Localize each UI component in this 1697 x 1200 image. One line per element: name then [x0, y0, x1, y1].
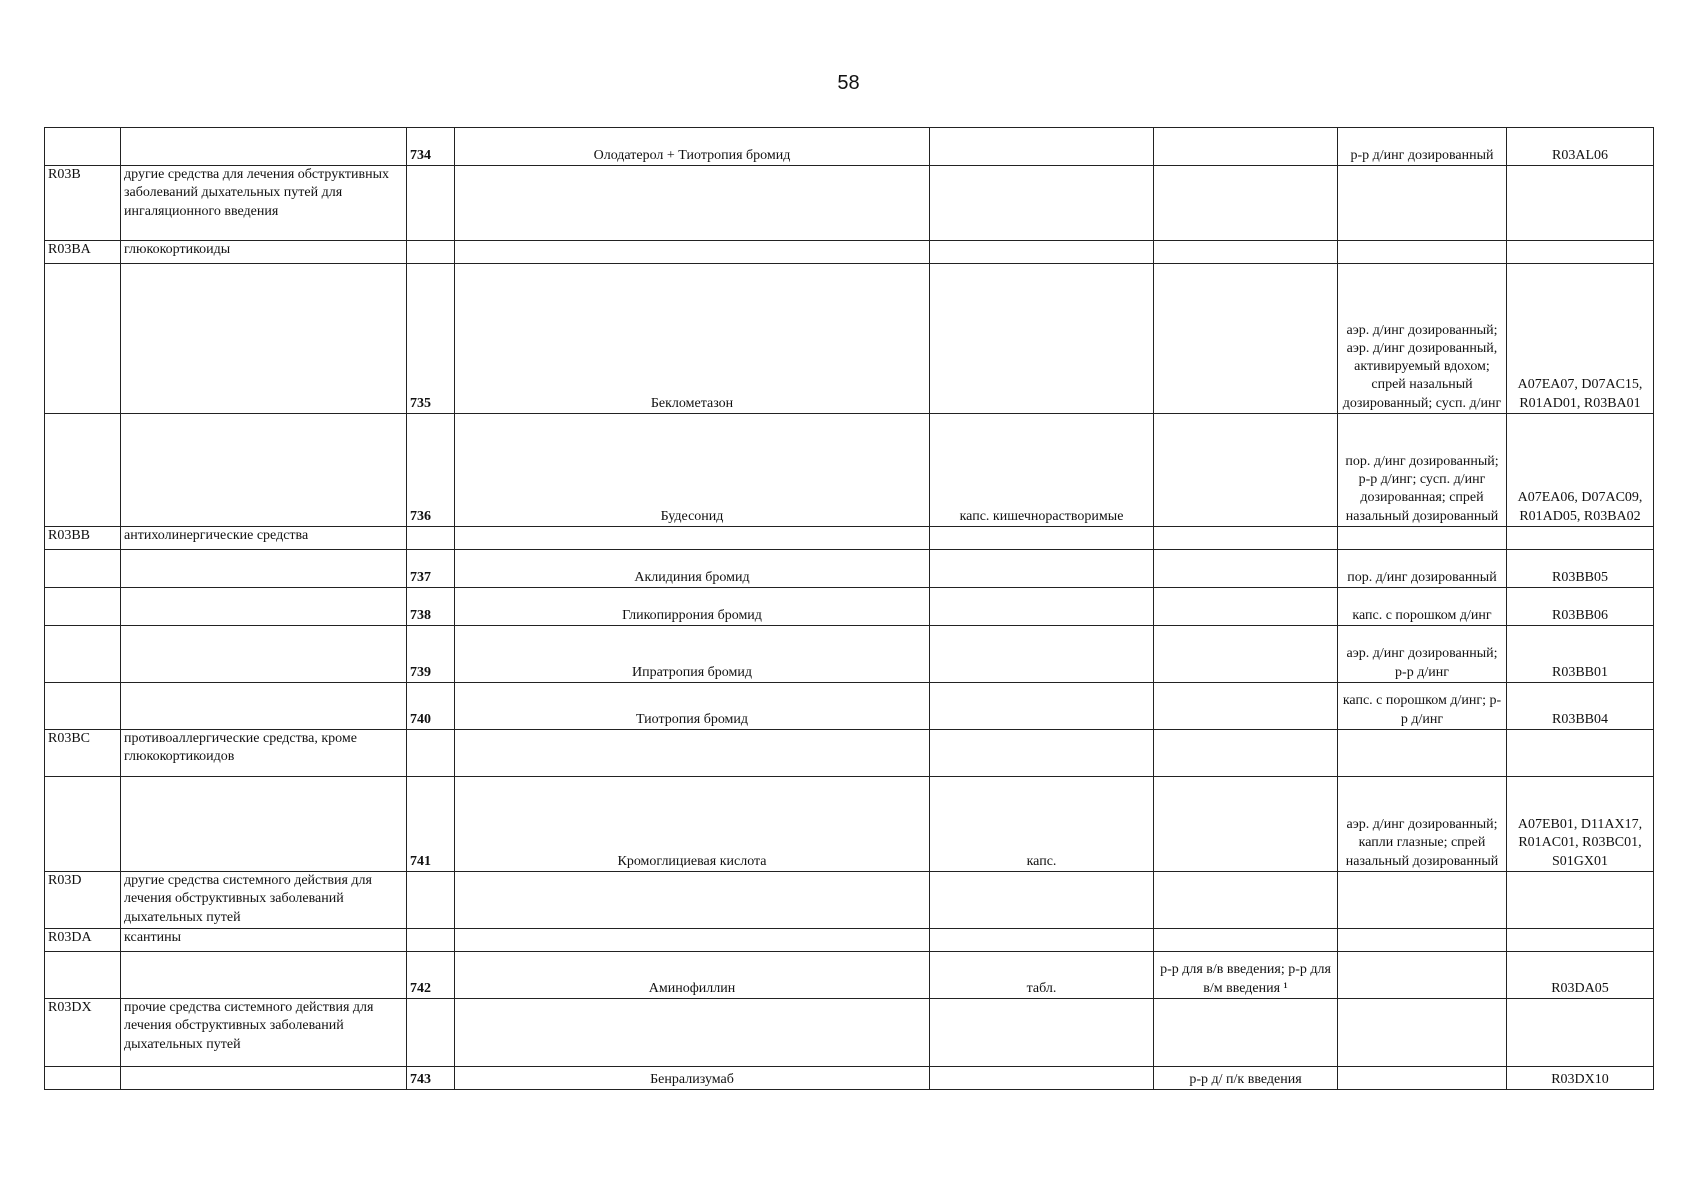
table-row [45, 999, 1654, 1067]
atc-group-name: противоаллергические средства, кроме глюкокортикоидов [121, 730, 407, 777]
atc-group-name [121, 683, 407, 730]
atc-code [1507, 166, 1654, 241]
atc-group-code [45, 777, 121, 872]
drug-name: Аклидиния бромид [455, 550, 930, 588]
atc-group-name [121, 550, 407, 588]
table-row [45, 241, 1654, 264]
drug-name: Тиотропия бромид [455, 683, 930, 730]
drug-name [455, 730, 930, 777]
atc-code [1507, 527, 1654, 550]
item-number: 740 [407, 683, 455, 730]
atc-code: R03AL06 [1507, 128, 1654, 166]
drug-name [455, 872, 930, 929]
injection-form [1154, 929, 1338, 952]
oral-form [930, 241, 1154, 264]
item-number: 743 [407, 1067, 455, 1090]
item-number: 735 [407, 264, 455, 414]
oral-form [930, 626, 1154, 683]
other-form [1338, 241, 1507, 264]
injection-form [1154, 128, 1338, 166]
atc-group-code [45, 414, 121, 527]
injection-form: р-р д/ п/к введения [1154, 1067, 1338, 1090]
injection-form [1154, 166, 1338, 241]
other-form: пор. д/инг дозированный; р-р д/инг; сусп. д/инг дозированная; спрей назальный дозированный [1338, 414, 1507, 527]
injection-form [1154, 241, 1338, 264]
other-form [1338, 730, 1507, 777]
atc-group-code: R03BA [45, 241, 121, 264]
atc-group-code: R03BC [45, 730, 121, 777]
atc-code: R03BB01 [1507, 626, 1654, 683]
other-form [1338, 166, 1507, 241]
drug-name: Олодатерол + Тиотропия бромид [455, 128, 930, 166]
drug-name [455, 166, 930, 241]
drug-table [44, 127, 1654, 1090]
atc-group-code [45, 550, 121, 588]
table-row [45, 1067, 1654, 1090]
atc-code: R03BB06 [1507, 588, 1654, 626]
atc-group-code: R03D [45, 872, 121, 929]
atc-group-code: R03B [45, 166, 121, 241]
atc-group-name: ксантины [121, 929, 407, 952]
oral-form [930, 128, 1154, 166]
table-row [45, 730, 1654, 777]
other-form: р-р д/инг дозированный [1338, 128, 1507, 166]
atc-code [1507, 241, 1654, 264]
page-number: 58 [837, 72, 860, 94]
oral-form: капс. [930, 777, 1154, 872]
injection-form [1154, 588, 1338, 626]
atc-group-name: прочие средства системного действия для лечения обструктивных заболеваний дыхательных путей [121, 999, 407, 1067]
oral-form: табл. [930, 952, 1154, 999]
atc-group-name [121, 952, 407, 999]
table-row [45, 264, 1654, 414]
table-row [45, 872, 1654, 929]
other-form [1338, 929, 1507, 952]
oral-form [930, 527, 1154, 550]
atc-group-name: глюкокортикоиды [121, 241, 407, 264]
item-number [407, 241, 455, 264]
atc-group-code: R03DA [45, 929, 121, 952]
injection-form [1154, 550, 1338, 588]
table-row [45, 952, 1654, 999]
atc-group-code [45, 128, 121, 166]
other-form [1338, 1067, 1507, 1090]
oral-form [930, 929, 1154, 952]
atc-group-code: R03DX [45, 999, 121, 1067]
atc-group-code [45, 952, 121, 999]
item-number [407, 730, 455, 777]
table-row [45, 777, 1654, 872]
item-number: 738 [407, 588, 455, 626]
injection-form [1154, 730, 1338, 777]
drug-name: Беклометазон [455, 264, 930, 414]
drug-name [455, 527, 930, 550]
atc-group-name: другие средства системного действия для лечения обструктивных заболеваний дыхательных путей [121, 872, 407, 929]
item-number [407, 929, 455, 952]
item-number: 736 [407, 414, 455, 527]
other-form [1338, 527, 1507, 550]
oral-form [930, 264, 1154, 414]
other-form: капс. с порошком д/инг [1338, 588, 1507, 626]
drug-name: Ипратропия бромид [455, 626, 930, 683]
item-number: 739 [407, 626, 455, 683]
injection-form [1154, 777, 1338, 872]
injection-form [1154, 264, 1338, 414]
table-row [45, 414, 1654, 527]
item-number: 741 [407, 777, 455, 872]
table-row [45, 626, 1654, 683]
drug-name: Кромоглициевая кислота [455, 777, 930, 872]
injection-form [1154, 626, 1338, 683]
atc-code: R03BB05 [1507, 550, 1654, 588]
other-form: аэр. д/инг дозированный; капли глазные; спрей назальный дозированный [1338, 777, 1507, 872]
oral-form [930, 550, 1154, 588]
atc-code: A07EB01, D11AX17, R01AC01, R03BC01, S01GX01 [1507, 777, 1654, 872]
injection-form [1154, 999, 1338, 1067]
atc-group-code [45, 264, 121, 414]
injection-form [1154, 683, 1338, 730]
oral-form: капс. кишечнорастворимые [930, 414, 1154, 527]
atc-group-code [45, 626, 121, 683]
atc-group-name [121, 588, 407, 626]
table-row [45, 128, 1654, 166]
other-form [1338, 952, 1507, 999]
atc-group-name: антихолинергические средства [121, 527, 407, 550]
atc-group-name [121, 264, 407, 414]
other-form: аэр. д/инг дозированный; р-р д/инг [1338, 626, 1507, 683]
atc-group-name [121, 626, 407, 683]
atc-group-name [121, 1067, 407, 1090]
oral-form [930, 588, 1154, 626]
injection-form [1154, 527, 1338, 550]
injection-form: р-р для в/в введения; р-р для в/м введения ¹ [1154, 952, 1338, 999]
oral-form [930, 166, 1154, 241]
table-row [45, 929, 1654, 952]
other-form [1338, 999, 1507, 1067]
table-row [45, 166, 1654, 241]
drug-name [455, 999, 930, 1067]
atc-code: R03DA05 [1507, 952, 1654, 999]
oral-form [930, 683, 1154, 730]
atc-code: R03BB04 [1507, 683, 1654, 730]
item-number [407, 872, 455, 929]
table-row [45, 550, 1654, 588]
atc-group-name [121, 128, 407, 166]
oral-form [930, 730, 1154, 777]
atc-group-code [45, 683, 121, 730]
atc-group-name [121, 777, 407, 872]
atc-code [1507, 929, 1654, 952]
drug-name: Гликопиррония бромид [455, 588, 930, 626]
item-number: 742 [407, 952, 455, 999]
item-number [407, 527, 455, 550]
drug-name [455, 241, 930, 264]
drug-name [455, 929, 930, 952]
oral-form [930, 1067, 1154, 1090]
drug-name: Бенрализумаб [455, 1067, 930, 1090]
injection-form [1154, 872, 1338, 929]
atc-code: R03DX10 [1507, 1067, 1654, 1090]
oral-form [930, 999, 1154, 1067]
other-form: пор. д/инг дозированный [1338, 550, 1507, 588]
table-row [45, 527, 1654, 550]
oral-form [930, 872, 1154, 929]
injection-form [1154, 414, 1338, 527]
atc-code: A07EA07, D07AC15, R01AD01, R03BA01 [1507, 264, 1654, 414]
item-number [407, 999, 455, 1067]
atc-group-name [121, 414, 407, 527]
item-number [407, 166, 455, 241]
other-form: капс. с порошком д/инг; р-р д/инг [1338, 683, 1507, 730]
atc-group-code [45, 1067, 121, 1090]
drug-name: Аминофиллин [455, 952, 930, 999]
table-row [45, 683, 1654, 730]
item-number: 734 [407, 128, 455, 166]
atc-group-name: другие средства для лечения обструктивных заболеваний дыхательных путей для ингаляционного введения [121, 166, 407, 241]
item-number: 737 [407, 550, 455, 588]
atc-code: A07EA06, D07AC09, R01AD05, R03BA02 [1507, 414, 1654, 527]
atc-code [1507, 999, 1654, 1067]
drug-name: Будесонид [455, 414, 930, 527]
other-form [1338, 872, 1507, 929]
atc-code [1507, 730, 1654, 777]
atc-group-code: R03BB [45, 527, 121, 550]
atc-group-code [45, 588, 121, 626]
table-row [45, 588, 1654, 626]
atc-code [1507, 872, 1654, 929]
other-form: аэр. д/инг дозированный; аэр. д/инг дозированный, активируемый вдохом; спрей назальный дозированный; сусп. д/инг [1338, 264, 1507, 414]
